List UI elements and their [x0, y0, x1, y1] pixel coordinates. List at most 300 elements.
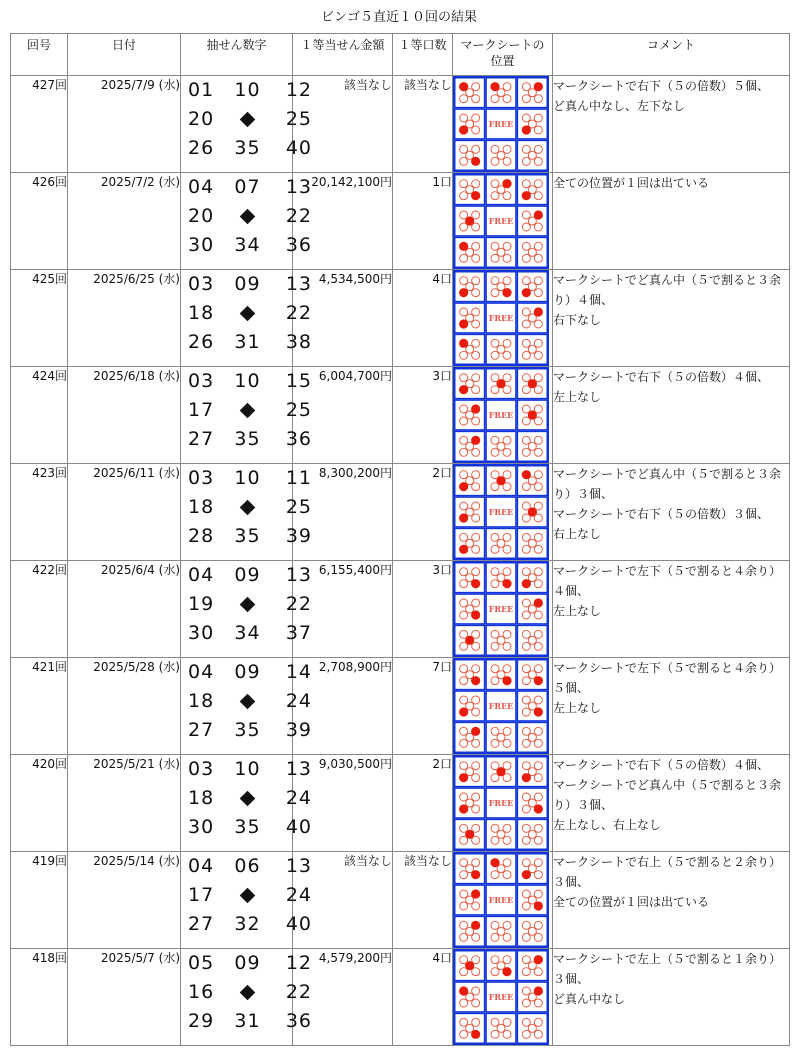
numbers-cell: [181, 270, 312, 367]
empty-ring: [534, 289, 542, 297]
free-diamond-icon: [223, 299, 272, 328]
empty-ring: [497, 636, 505, 644]
numbers-cell: [181, 561, 312, 658]
empty-ring: [522, 599, 530, 607]
empty-ring: [522, 762, 530, 770]
empty-ring: [491, 1030, 499, 1038]
empty-ring: [522, 836, 530, 844]
empty-ring: [472, 386, 480, 394]
mark-sheet-cell: [453, 755, 553, 852]
empty-ring: [534, 320, 542, 328]
empty-ring: [491, 374, 499, 382]
marked-dot: [471, 436, 480, 445]
numbers-cell: [181, 949, 312, 1046]
winner-count-cell: 3口: [393, 367, 453, 464]
comment-cell: マークシートで左下（５で割ると４余り）４個、 左上なし: [553, 561, 790, 658]
empty-ring: [522, 386, 530, 394]
empty-ring: [534, 836, 542, 844]
empty-ring: [472, 95, 480, 103]
empty-ring: [503, 277, 511, 285]
mark-sheet-grid: [453, 173, 549, 269]
empty-ring: [503, 665, 511, 673]
round-cell: 424回: [11, 367, 68, 464]
date-cell: 2025/5/7 (水): [68, 949, 181, 1046]
empty-ring: [472, 774, 480, 782]
mark-sheet-cell: [453, 852, 553, 949]
drawn-number: 17: [188, 884, 215, 906]
table-row: [11, 658, 790, 755]
empty-ring: [472, 642, 480, 650]
empty-ring: [472, 145, 480, 153]
empty-ring: [460, 859, 468, 867]
round-cell: 426回: [11, 173, 68, 270]
empty-ring: [534, 126, 542, 134]
empty-ring: [472, 708, 480, 716]
drawn-number: 34: [234, 622, 261, 644]
empty-ring: [534, 611, 542, 619]
mark-sheet-svg: [454, 562, 548, 656]
empty-ring: [534, 374, 542, 382]
empty-ring: [472, 762, 480, 770]
prize-cell: 20,142,100円: [293, 173, 393, 270]
numbers-cell: [181, 658, 312, 755]
drawn-number: 27: [188, 428, 215, 450]
prize-cell: 該当なし: [293, 852, 393, 949]
empty-ring: [522, 956, 530, 964]
empty-ring: [522, 114, 530, 122]
empty-ring: [528, 539, 536, 547]
comment-cell: マークシートで右下（５の倍数）４個、 左上なし: [553, 367, 790, 464]
empty-ring: [491, 145, 499, 153]
empty-ring: [522, 999, 530, 1007]
drawn-number: 25: [285, 399, 312, 421]
round-cell: 422回: [11, 561, 68, 658]
marked-dot: [459, 82, 468, 91]
empty-ring: [472, 289, 480, 297]
drawn-number: 03: [188, 467, 215, 489]
empty-ring: [491, 665, 499, 673]
empty-ring: [460, 871, 468, 879]
empty-ring: [522, 374, 530, 382]
round-cell: 420回: [11, 755, 68, 852]
empty-ring: [472, 533, 480, 541]
drawn-number: 13: [285, 176, 312, 198]
empty-ring: [472, 836, 480, 844]
empty-ring: [522, 987, 530, 995]
empty-ring: [503, 824, 511, 832]
page-title: ビンゴ５直近１０回の結果: [320, 10, 477, 25]
drawn-number: 27: [188, 719, 215, 741]
empty-ring: [534, 533, 542, 541]
winner-count-cell: 2口: [393, 755, 453, 852]
empty-ring: [534, 774, 542, 782]
marked-dot: [490, 858, 499, 867]
drawn-number: 13: [285, 758, 312, 780]
drawn-number: 03: [188, 758, 215, 780]
empty-ring: [472, 180, 480, 188]
empty-ring: [472, 545, 480, 553]
drawn-number: 11: [285, 467, 312, 489]
drawn-number: 22: [285, 205, 312, 227]
header-row: [11, 34, 790, 76]
drawn-number: 26: [188, 331, 215, 353]
numbers-cell: [181, 173, 312, 270]
drawn-number: 09: [234, 661, 261, 683]
empty-ring: [503, 762, 511, 770]
drawn-number: 30: [188, 622, 215, 644]
empty-ring: [534, 339, 542, 347]
drawn-number: 20: [188, 108, 215, 130]
drawn-number: 03: [188, 370, 215, 392]
empty-ring: [491, 580, 499, 588]
empty-ring: [534, 630, 542, 638]
empty-ring: [460, 145, 468, 153]
empty-ring: [460, 696, 468, 704]
empty-ring: [460, 436, 468, 444]
empty-ring: [472, 83, 480, 91]
empty-ring: [472, 339, 480, 347]
empty-ring: [503, 774, 511, 782]
mark-sheet-grid: [453, 852, 549, 948]
empty-ring: [528, 345, 536, 353]
empty-ring: [522, 277, 530, 285]
empty-ring: [522, 859, 530, 867]
empty-ring: [522, 611, 530, 619]
empty-ring: [472, 824, 480, 832]
empty-ring: [491, 568, 499, 576]
empty-ring: [522, 157, 530, 165]
empty-ring: [534, 793, 542, 801]
winner-count-cell: 該当なし: [393, 852, 453, 949]
drawn-number: 26: [188, 137, 215, 159]
empty-ring: [472, 902, 480, 910]
drawn-number: 34: [234, 234, 261, 256]
empty-ring: [534, 254, 542, 262]
empty-ring: [460, 630, 468, 638]
empty-ring: [460, 223, 468, 231]
drawn-number: 18: [188, 302, 215, 324]
empty-ring: [534, 580, 542, 588]
round-cell: 427回: [11, 76, 68, 173]
empty-ring: [503, 83, 511, 91]
winner-count-cell: 7口: [393, 658, 453, 755]
drawn-number: 03: [188, 273, 215, 295]
empty-ring: [534, 824, 542, 832]
prize-cell: 該当なし: [293, 76, 393, 173]
empty-ring: [472, 805, 480, 813]
empty-ring: [491, 471, 499, 479]
empty-ring: [460, 999, 468, 1007]
empty-ring: [491, 630, 499, 638]
mark-sheet-svg: [454, 271, 548, 365]
empty-ring: [472, 351, 480, 359]
empty-ring: [522, 448, 530, 456]
drawn-number: 20: [188, 205, 215, 227]
empty-ring: [522, 533, 530, 541]
empty-ring: [460, 180, 468, 188]
empty-ring: [491, 351, 499, 359]
empty-ring: [534, 968, 542, 976]
marked-dot: [534, 986, 543, 995]
empty-ring: [522, 630, 530, 638]
free-diamond-icon: [223, 784, 272, 813]
empty-ring: [491, 483, 499, 491]
marked-dot: [471, 579, 480, 588]
drawn-number: 07: [234, 176, 261, 198]
drawn-number: 35: [234, 816, 261, 838]
comment-cell: マークシートで左下（５で割ると４余り）５個、 左上なし: [553, 658, 790, 755]
empty-ring: [472, 568, 480, 576]
empty-ring: [534, 114, 542, 122]
marked-dot: [502, 179, 511, 188]
empty-ring: [522, 254, 530, 262]
empty-ring: [534, 999, 542, 1007]
table-row: [11, 755, 790, 852]
marked-dot: [534, 210, 543, 219]
empty-ring: [460, 211, 468, 219]
empty-ring: [491, 774, 499, 782]
mark-sheet-svg: [454, 174, 548, 268]
date-cell: 2025/5/21 (水): [68, 755, 181, 852]
date-cell: 2025/7/9 (水): [68, 76, 181, 173]
empty-ring: [534, 242, 542, 250]
empty-ring: [497, 733, 505, 741]
empty-ring: [534, 890, 542, 898]
empty-ring: [491, 1018, 499, 1026]
empty-ring: [522, 642, 530, 650]
empty-ring: [497, 442, 505, 450]
empty-ring: [491, 836, 499, 844]
empty-ring: [491, 727, 499, 735]
round-cell: 419回: [11, 852, 68, 949]
date-cell: 2025/6/11 (水): [68, 464, 181, 561]
drawn-number: 13: [285, 855, 312, 877]
date-cell: 2025/6/25 (水): [68, 270, 181, 367]
empty-ring: [491, 254, 499, 262]
drawn-number: 18: [188, 690, 215, 712]
drawn-number: 18: [188, 787, 215, 809]
drawn-number: 25: [285, 496, 312, 518]
empty-ring: [472, 999, 480, 1007]
empty-ring: [534, 696, 542, 704]
marked-dot: [459, 242, 468, 251]
table-row: [11, 270, 790, 367]
empty-ring: [503, 242, 511, 250]
mark-sheet-cell: [453, 464, 553, 561]
drawn-number: 05: [188, 952, 215, 974]
empty-ring: [534, 471, 542, 479]
empty-ring: [472, 126, 480, 134]
empty-ring: [528, 927, 536, 935]
drawn-number: 13: [285, 273, 312, 295]
drawn-number: 06: [234, 855, 261, 877]
empty-ring: [472, 739, 480, 747]
free-label: FREE: [488, 216, 514, 226]
drawn-number: 09: [234, 273, 261, 295]
empty-ring: [491, 339, 499, 347]
table-row: [11, 561, 790, 658]
empty-ring: [522, 211, 530, 219]
empty-ring: [491, 95, 499, 103]
empty-ring: [460, 471, 468, 479]
drawn-number: 17: [188, 399, 215, 421]
results-table: [10, 33, 790, 1046]
empty-ring: [534, 514, 542, 522]
empty-ring: [491, 448, 499, 456]
empty-ring: [522, 933, 530, 941]
empty-ring: [497, 927, 505, 935]
date-cell: 2025/5/28 (水): [68, 658, 181, 755]
table-row: [11, 173, 790, 270]
marked-dot: [459, 513, 468, 522]
empty-ring: [491, 921, 499, 929]
mark-sheet-grid: [453, 949, 549, 1045]
empty-ring: [460, 417, 468, 425]
empty-ring: [460, 727, 468, 735]
empty-ring: [497, 1024, 505, 1032]
empty-ring: [522, 968, 530, 976]
empty-ring: [534, 642, 542, 650]
free-label: FREE: [488, 119, 514, 129]
empty-ring: [522, 242, 530, 250]
empty-ring: [503, 1018, 511, 1026]
empty-ring: [472, 502, 480, 510]
empty-ring: [534, 502, 542, 510]
free-diamond-icon: [223, 978, 272, 1007]
free-label: FREE: [488, 507, 514, 517]
empty-ring: [522, 339, 530, 347]
empty-ring: [460, 114, 468, 122]
empty-ring: [503, 483, 511, 491]
empty-ring: [460, 836, 468, 844]
empty-ring: [503, 871, 511, 879]
empty-ring: [522, 739, 530, 747]
marked-dot: [522, 579, 531, 588]
empty-ring: [528, 830, 536, 838]
empty-ring: [528, 733, 536, 741]
empty-ring: [503, 533, 511, 541]
drawn-number: 13: [285, 564, 312, 586]
marked-dot: [534, 707, 543, 716]
empty-ring: [497, 830, 505, 838]
empty-ring: [472, 933, 480, 941]
empty-ring: [503, 471, 511, 479]
empty-ring: [472, 987, 480, 995]
empty-ring: [534, 95, 542, 103]
empty-ring: [522, 902, 530, 910]
empty-ring: [472, 599, 480, 607]
empty-ring: [522, 1030, 530, 1038]
empty-ring: [460, 902, 468, 910]
empty-ring: [472, 483, 480, 491]
empty-ring: [472, 308, 480, 316]
empty-ring: [491, 545, 499, 553]
empty-ring: [503, 727, 511, 735]
empty-ring: [472, 956, 480, 964]
empty-ring: [460, 611, 468, 619]
empty-ring: [460, 374, 468, 382]
marked-dot: [522, 191, 531, 200]
empty-ring: [460, 642, 468, 650]
drawn-number: 40: [285, 913, 312, 935]
numbers-cell: [181, 76, 312, 173]
empty-ring: [460, 351, 468, 359]
drawn-number: 04: [188, 176, 215, 198]
drawn-number: 29: [188, 1010, 215, 1032]
empty-ring: [472, 277, 480, 285]
winner-count-cell: 4口: [393, 270, 453, 367]
free-label: FREE: [488, 313, 514, 323]
empty-ring: [522, 727, 530, 735]
empty-ring: [503, 642, 511, 650]
comment-cell: マークシートで右下（５の倍数）５個、 ど真ん中なし、左下なし: [553, 76, 790, 173]
empty-ring: [522, 405, 530, 413]
prize-cell: 4,579,200円: [293, 949, 393, 1046]
winner-count-cell: 3口: [393, 561, 453, 658]
empty-ring: [534, 727, 542, 735]
empty-ring: [472, 242, 480, 250]
marked-dot: [471, 1030, 480, 1039]
prize-cell: 4,534,500円: [293, 270, 393, 367]
empty-ring: [522, 145, 530, 153]
drawn-number: 39: [285, 719, 312, 741]
empty-ring: [522, 95, 530, 103]
marked-dot: [522, 870, 531, 879]
empty-ring: [460, 157, 468, 165]
empty-ring: [460, 502, 468, 510]
marked-dot: [522, 470, 531, 479]
empty-ring: [472, 254, 480, 262]
mark-sheet-grid: [453, 658, 549, 754]
prize-cell: 6,155,400円: [293, 561, 393, 658]
empty-ring: [491, 933, 499, 941]
marked-dot: [471, 870, 480, 879]
marked-dot: [534, 82, 543, 91]
drawn-number: 10: [234, 467, 261, 489]
empty-ring: [460, 921, 468, 929]
empty-ring: [472, 514, 480, 522]
drawn-number: 15: [285, 370, 312, 392]
marked-dot: [471, 610, 480, 619]
marked-dot: [459, 804, 468, 813]
drawn-number: 18: [188, 496, 215, 518]
round-cell: 421回: [11, 658, 68, 755]
table-row: [11, 949, 790, 1046]
drawn-number: 32: [234, 913, 261, 935]
header-comment: コメント: [553, 34, 790, 76]
drawn-number: 12: [285, 952, 312, 974]
empty-ring: [534, 448, 542, 456]
empty-ring: [534, 436, 542, 444]
marked-dot: [534, 307, 543, 316]
marked-dot: [534, 804, 543, 813]
empty-ring: [522, 223, 530, 231]
empty-ring: [491, 956, 499, 964]
header-numbers: 抽せん数字: [181, 34, 293, 76]
empty-ring: [497, 539, 505, 547]
winner-count-cell: 2口: [393, 464, 453, 561]
empty-ring: [503, 436, 511, 444]
marked-dot: [471, 727, 480, 736]
empty-ring: [503, 157, 511, 165]
empty-ring: [491, 824, 499, 832]
empty-ring: [503, 739, 511, 747]
empty-ring: [460, 968, 468, 976]
empty-ring: [534, 1018, 542, 1026]
empty-ring: [472, 320, 480, 328]
empty-ring: [522, 890, 530, 898]
empty-ring: [534, 762, 542, 770]
